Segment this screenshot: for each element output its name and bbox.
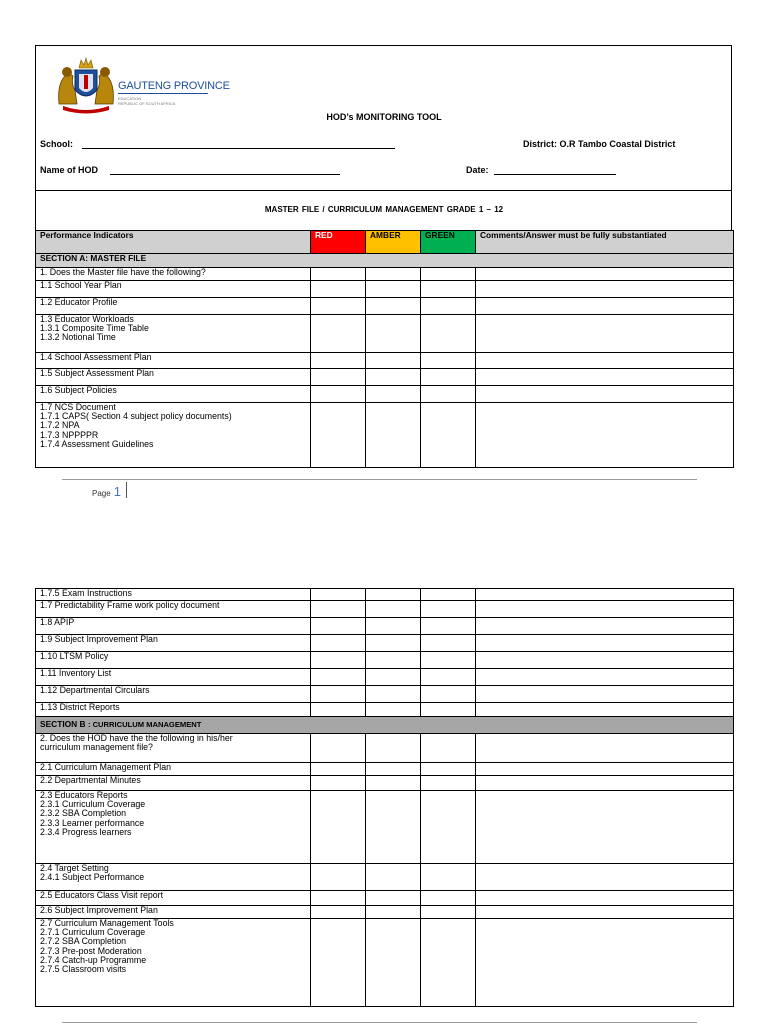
hod-label: Name of HOD: [40, 165, 99, 175]
red-cell[interactable]: [311, 906, 366, 919]
indicator-line: 2. Does the HOD have the the following in his/her: [40, 733, 233, 743]
logo-subtitle: [118, 96, 175, 106]
indicator-line: 1.4 School Assessment Plan: [40, 352, 152, 362]
table-row: [36, 891, 734, 906]
table-row: [36, 298, 734, 315]
red-cell[interactable]: [311, 776, 366, 791]
indicator-cell: [36, 652, 311, 669]
indicator-cell: [36, 369, 311, 386]
table-row: [36, 763, 734, 776]
indicator-line: 2.7.4 Catch-up Programme: [40, 954, 147, 965]
indicator-line: 2.7.2 SBA Completion: [40, 936, 127, 947]
indicator-line: 2.4 Target Setting: [40, 863, 109, 873]
amber-cell[interactable]: [366, 652, 421, 669]
table-row: [36, 791, 734, 864]
indicator-cell: [36, 791, 311, 864]
indicator-line: 1.10 LTSM Policy: [40, 651, 109, 661]
table-row: [36, 601, 734, 618]
page-number: [92, 484, 121, 499]
amber-cell[interactable]: [366, 791, 421, 864]
table2-body-a: [36, 589, 734, 717]
amber-cell[interactable]: [366, 403, 421, 468]
comments-cell[interactable]: [476, 386, 734, 403]
indicator-cell: [36, 891, 311, 906]
amber-cell[interactable]: [366, 669, 421, 686]
col-green: GREEN: [421, 231, 476, 254]
red-cell[interactable]: [311, 281, 366, 298]
red-cell[interactable]: [311, 891, 366, 906]
red-cell[interactable]: [311, 686, 366, 703]
indicator-line: 2.7.1 Curriculum Coverage: [40, 927, 146, 938]
green-cell[interactable]: [421, 635, 476, 652]
table-row: [36, 734, 734, 763]
col-indicators: Performance Indicators: [36, 231, 311, 254]
indicator-cell: [36, 281, 311, 298]
red-cell[interactable]: [311, 315, 366, 353]
indicator-cell: [36, 669, 311, 686]
indicator-line: 2.3.4 Progress learners: [40, 826, 132, 837]
table-row: [36, 589, 734, 601]
comments-cell[interactable]: [476, 298, 734, 315]
date-label: Date:: [466, 165, 489, 175]
comments-cell[interactable]: [476, 763, 734, 776]
green-cell[interactable]: [421, 776, 476, 791]
table-header-row: [36, 231, 734, 254]
comments-cell[interactable]: [476, 315, 734, 353]
green-cell[interactable]: [421, 763, 476, 776]
table-row: [36, 618, 734, 635]
amber-cell[interactable]: [366, 618, 421, 635]
school-label: School:: [40, 139, 73, 149]
indicator-cell: [36, 315, 311, 353]
comments-cell[interactable]: [476, 669, 734, 686]
comments-cell[interactable]: [476, 919, 734, 1007]
table-row: [36, 703, 734, 717]
indicator-cell: [36, 298, 311, 315]
indicator-line: 2.3.3 Learner performance: [40, 817, 145, 828]
indicator-line: 1.2 Educator Profile: [40, 297, 118, 307]
table-row: [36, 776, 734, 791]
comments-cell[interactable]: [476, 589, 734, 601]
section-a-row: [36, 254, 734, 268]
amber-cell[interactable]: [366, 686, 421, 703]
table-row: [36, 919, 734, 1007]
monitoring-table-page2: [35, 588, 734, 1007]
red-cell[interactable]: [311, 635, 366, 652]
indicator-cell: [36, 601, 311, 618]
comments-cell[interactable]: [476, 268, 734, 281]
green-cell[interactable]: [421, 403, 476, 468]
red-cell[interactable]: [311, 652, 366, 669]
comments-cell[interactable]: [476, 734, 734, 763]
green-cell[interactable]: [421, 589, 476, 601]
indicator-line: 2.6 Subject Improvement Plan: [40, 905, 158, 915]
indicator-cell: [36, 353, 311, 369]
indicator-cell: [36, 618, 311, 635]
indicator-line: 1.5 Subject Assessment Plan: [40, 368, 154, 378]
comments-cell[interactable]: [476, 891, 734, 906]
red-cell[interactable]: [311, 791, 366, 864]
section-b-title: : CURRICULUM MANAGEMENT: [87, 720, 202, 730]
amber-cell[interactable]: [366, 891, 421, 906]
indicator-line: 1.3 Educator Workloads: [40, 314, 134, 324]
section-b-label: [36, 717, 734, 734]
red-cell[interactable]: [311, 403, 366, 468]
indicator-line: 2.2 Departmental Minutes: [40, 775, 141, 785]
logo-sub-rsa: REPUBLIC OF SOUTH AFRICA: [118, 101, 176, 106]
red-cell[interactable]: [311, 763, 366, 776]
indicator-line: 1.9 Subject Improvement Plan: [40, 634, 158, 644]
table-row: [36, 403, 734, 468]
green-cell[interactable]: [421, 618, 476, 635]
table-row: [36, 386, 734, 403]
school-field[interactable]: [82, 148, 395, 149]
red-cell[interactable]: [311, 618, 366, 635]
indicator-line: 2.5 Educators Class Visit report: [40, 890, 164, 900]
amber-cell[interactable]: [366, 864, 421, 891]
indicator-line: 2.7.3 Pre-post Moderation: [40, 945, 142, 956]
indicator-line: 1.13 District Reports: [40, 702, 120, 712]
green-cell[interactable]: [421, 353, 476, 369]
footer-rule-1: [62, 479, 697, 480]
indicator-line: 1.8 APIP: [40, 617, 75, 627]
indicator-line: 1.3.1 Composite Time Table: [40, 323, 149, 334]
red-cell[interactable]: [311, 669, 366, 686]
indicator-cell: [36, 386, 311, 403]
red-cell[interactable]: [311, 919, 366, 1007]
indicator-cell: [36, 734, 311, 763]
table-row: [36, 669, 734, 686]
indicator-line: 1. Does the Master file have the following?: [40, 267, 206, 277]
amber-cell[interactable]: [366, 281, 421, 298]
indicator-line: 1.7.2 NPA: [40, 420, 80, 431]
page-num: 1: [113, 484, 121, 499]
table-row: [36, 864, 734, 891]
hod-field[interactable]: [110, 174, 340, 175]
indicator-line: 2.3.1 Curriculum Coverage: [40, 799, 146, 810]
col-comments: Comments/Answer must be fully substantiated: [476, 231, 734, 254]
logo-rule: [118, 93, 208, 94]
amber-cell[interactable]: [366, 906, 421, 919]
indicator-line: 1.7.3 NPPPPR: [40, 429, 99, 440]
green-cell[interactable]: [421, 734, 476, 763]
green-cell[interactable]: [421, 864, 476, 891]
indicator-cell: [36, 906, 311, 919]
green-cell[interactable]: [421, 669, 476, 686]
green-cell[interactable]: [421, 369, 476, 386]
table-row: [36, 369, 734, 386]
comments-cell[interactable]: [476, 906, 734, 919]
comments-cell[interactable]: [476, 403, 734, 468]
comments-cell[interactable]: [476, 369, 734, 386]
indicator-line: 2.4.1 Subject Performance: [40, 872, 145, 883]
indicator-cell: [36, 776, 311, 791]
green-cell[interactable]: [421, 891, 476, 906]
green-cell[interactable]: [421, 386, 476, 403]
table-row: [36, 281, 734, 298]
comments-cell[interactable]: [476, 353, 734, 369]
indicator-line: 1.6 Subject Policies: [40, 385, 117, 395]
indicator-line: curriculum management file?: [40, 742, 153, 753]
table-row: [36, 652, 734, 669]
indicator-cell: [36, 403, 311, 468]
indicator-line: 2.7 Curriculum Management Tools: [40, 918, 174, 928]
comments-cell[interactable]: [476, 601, 734, 618]
amber-cell[interactable]: [366, 776, 421, 791]
red-cell[interactable]: [311, 734, 366, 763]
page-title: HOD’s MONITORING TOOL: [326, 112, 442, 122]
green-cell[interactable]: [421, 281, 476, 298]
comments-cell[interactable]: [476, 281, 734, 298]
green-cell[interactable]: [421, 686, 476, 703]
red-cell[interactable]: [311, 703, 366, 717]
indicator-line: 1.7.4 Assessment Guidelines: [40, 438, 154, 449]
indicator-line: 1.7.5 Exam Instructions: [40, 588, 132, 598]
table-row: [36, 268, 734, 281]
red-cell[interactable]: [311, 386, 366, 403]
table1-body: [36, 268, 734, 468]
comments-cell[interactable]: [476, 686, 734, 703]
indicator-line: 2.3.2 SBA Completion: [40, 808, 127, 819]
amber-cell[interactable]: [366, 353, 421, 369]
date-field[interactable]: [494, 174, 616, 175]
indicator-line: 2.1 Curriculum Management Plan: [40, 762, 172, 772]
amber-cell[interactable]: [366, 763, 421, 776]
green-cell[interactable]: [421, 601, 476, 618]
amber-cell[interactable]: [366, 635, 421, 652]
comments-cell[interactable]: [476, 618, 734, 635]
document-subtitle: MASTER FILE / CURRICULUM MANAGEMENT GRADE 1 – 12: [264, 205, 504, 214]
indicator-cell: [36, 703, 311, 717]
indicator-cell: [36, 268, 311, 281]
green-cell[interactable]: [421, 906, 476, 919]
amber-cell[interactable]: [366, 315, 421, 353]
red-cell[interactable]: [311, 298, 366, 315]
table-row: [36, 315, 734, 353]
section-b-prefix: SECTION B: [40, 719, 88, 730]
green-cell[interactable]: [421, 298, 476, 315]
table-row: [36, 353, 734, 369]
green-cell[interactable]: [421, 315, 476, 353]
green-cell[interactable]: [421, 268, 476, 281]
red-cell[interactable]: [311, 268, 366, 281]
comments-cell[interactable]: [476, 776, 734, 791]
amber-cell[interactable]: [366, 298, 421, 315]
comments-cell[interactable]: [476, 703, 734, 717]
indicator-cell: [36, 763, 311, 776]
table-row: [36, 906, 734, 919]
indicator-cell: [36, 686, 311, 703]
page-bar: [126, 482, 127, 498]
comments-cell[interactable]: [476, 864, 734, 891]
amber-cell[interactable]: [366, 268, 421, 281]
red-cell[interactable]: [311, 601, 366, 618]
section-b-row: [36, 717, 734, 734]
indicator-line: 2.7.5 Classroom visits: [40, 964, 127, 975]
indicator-line: 1.7.1 CAPS( Section 4 subject policy documents): [40, 411, 232, 422]
red-cell[interactable]: [311, 353, 366, 369]
monitoring-table-page1: [35, 230, 734, 468]
page-word: Page: [92, 489, 111, 498]
indicator-cell: [36, 864, 311, 891]
green-cell[interactable]: [421, 703, 476, 717]
amber-cell[interactable]: [366, 369, 421, 386]
amber-cell[interactable]: [366, 919, 421, 1007]
logo-sub-education: EDUCATION: [118, 96, 142, 101]
indicator-line: 1.11 Inventory List: [40, 668, 112, 678]
indicator-line: 1.3.2 Notional Time: [40, 332, 116, 343]
section-a-label: SECTION A: MASTER FILE: [36, 254, 734, 268]
indicator-cell: [36, 919, 311, 1007]
table2-body-b: [36, 734, 734, 1007]
indicator-cell: [36, 589, 311, 601]
indicator-line: 2.3 Educators Reports: [40, 790, 128, 800]
table-row: [36, 686, 734, 703]
indicator-line: 1.7 Predictability Frame work policy document: [40, 600, 220, 610]
green-cell[interactable]: [421, 791, 476, 864]
table-row: [36, 635, 734, 652]
amber-cell[interactable]: [366, 386, 421, 403]
indicator-line: 1.7 NCS Document: [40, 402, 116, 412]
indicator-line: 1.12 Departmental Circulars: [40, 685, 150, 695]
amber-cell[interactable]: [366, 734, 421, 763]
col-red: RED: [311, 231, 366, 254]
amber-cell[interactable]: [366, 601, 421, 618]
logo-title: GAUTENG PROVINCE: [118, 80, 230, 92]
col-amber: AMBER: [366, 231, 421, 254]
red-cell[interactable]: [311, 589, 366, 601]
green-cell[interactable]: [421, 652, 476, 669]
district-label: District: O.R Tambo Coastal District: [523, 139, 676, 149]
indicator-cell: [36, 635, 311, 652]
red-cell[interactable]: [311, 369, 366, 386]
comments-cell[interactable]: [476, 652, 734, 669]
amber-cell[interactable]: [366, 703, 421, 717]
footer-rule-2: [62, 1022, 697, 1023]
green-cell[interactable]: [421, 919, 476, 1007]
comments-cell[interactable]: [476, 791, 734, 864]
amber-cell[interactable]: [366, 589, 421, 601]
indicator-line: 1.1 School Year Plan: [40, 280, 122, 290]
red-cell[interactable]: [311, 864, 366, 891]
comments-cell[interactable]: [476, 635, 734, 652]
